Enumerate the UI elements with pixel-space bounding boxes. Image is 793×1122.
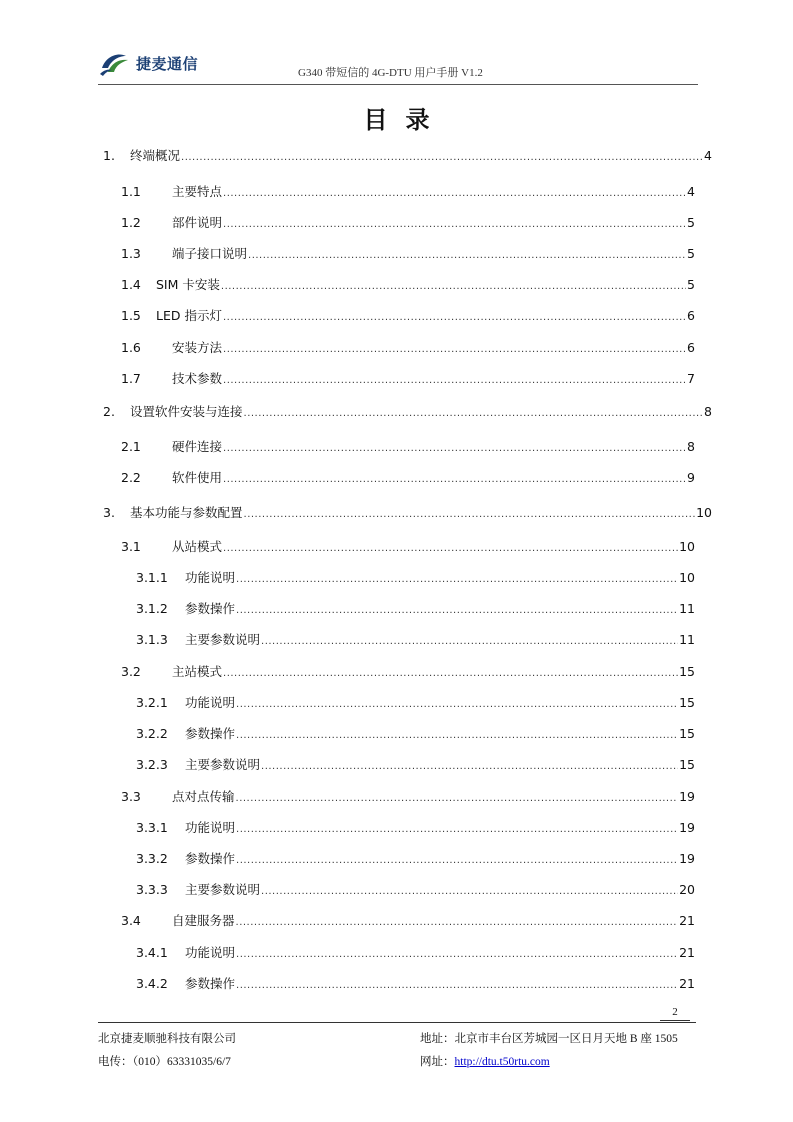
toc-entry-number: 1.1 [121,184,141,199]
toc-entry[interactable] [136,726,695,742]
toc-entry[interactable] [136,757,695,773]
toc-entry-page: 20 [679,882,695,897]
toc-entry-page: 6 [687,308,695,323]
toc-dot-leader [223,373,686,389]
toc-entry-page: 4 [687,184,695,199]
toc-entry-number: 3. [103,505,115,520]
toc-entry[interactable] [121,439,695,455]
toc-entry-page: 15 [679,757,695,772]
toc-entry-number: 3.1 [121,539,141,554]
toc-entry[interactable] [121,470,695,486]
toc-dot-leader [236,947,678,963]
toc-dot-leader [261,884,678,900]
toc-dot-leader [223,441,686,457]
toc-entry-page: 19 [679,851,695,866]
toc-entry[interactable] [103,505,712,521]
toc-entry[interactable] [121,539,695,555]
toc-entry-title: 主要特点 [172,184,223,199]
toc-entry-title: 功能说明 [185,695,236,710]
toc-dot-leader [223,666,678,682]
toc-entry[interactable] [121,913,695,929]
toc-dot-leader [244,507,696,523]
toc-entry-page: 21 [679,913,695,928]
toc-entry-page: 8 [687,439,695,454]
toc-entry-number: 3.3 [121,789,141,804]
toc-dot-leader [248,248,686,264]
footer-company: 北京捷麦顺驰科技有限公司 [98,1033,236,1045]
toc-entry[interactable] [136,820,695,836]
brand-name: 捷麦通信 [136,54,199,73]
toc-entry-number: 3.3.2 [136,851,168,866]
toc-entry-title: 功能说明 [185,570,236,585]
toc-dot-leader [261,634,678,650]
toc-entry-number: 2. [103,404,115,419]
toc-entry[interactable] [121,184,695,200]
toc-entry-number: 3.3.1 [136,820,168,835]
toc-entry-title: 参数操作 [185,726,236,741]
toc-entry-title: 终端概况 [130,148,181,163]
toc-dot-leader [221,279,686,295]
toc-entry-title: 基本功能与参数配置 [130,505,243,520]
toc-entry-page: 19 [679,820,695,835]
toc-entry[interactable] [136,570,695,586]
toc-entry-number: 3.2.3 [136,757,168,772]
toc-entry-title: 功能说明 [185,945,236,960]
toc-dot-leader [236,978,678,994]
toc-entry-number: 1.4 [121,277,141,292]
toc-heading: 目录 [363,106,448,134]
toc-entry[interactable] [136,976,695,992]
toc-entry-title: 参数操作 [185,601,236,616]
toc-entry[interactable] [121,277,695,293]
toc-entry-number: 1.2 [121,215,141,230]
toc-entry-page: 10 [696,505,712,520]
toc-entry[interactable] [121,246,695,262]
toc-entry-page: 19 [679,789,695,804]
toc-entry-page: 5 [687,246,695,261]
toc-entry[interactable] [121,371,695,387]
toc-entry-page: 4 [704,148,712,163]
toc-entry-page: 10 [679,539,695,554]
footer-phone: 电传：（010）63331035/6/7 [98,1056,231,1068]
toc-entry-title: 主要参数说明 [185,632,261,647]
website-label: 网址： [420,1056,455,1068]
toc-entry-page: 9 [687,470,695,485]
toc-entry-page: 15 [679,664,695,679]
toc-entry-number: 3.1.2 [136,601,168,616]
toc-dot-leader [223,342,686,358]
toc-dot-leader [223,186,686,202]
toc-entry[interactable] [121,789,695,805]
toc-entry-number: 3.1.3 [136,632,168,647]
toc-entry[interactable] [136,945,695,961]
toc-entry-title: 端子接口说明 [172,246,248,261]
toc-entry-title: 功能说明 [185,820,236,835]
toc-entry-number: 2.1 [121,439,141,454]
toc-dot-leader [236,791,679,807]
toc-dot-leader [223,310,686,326]
page-number: 2 [672,1006,678,1018]
toc-dot-leader [236,697,678,713]
toc-entry-number: 3.2 [121,664,141,679]
toc-entry-number: 3.4 [121,913,141,928]
toc-entry-number: 1.7 [121,371,141,386]
toc-entry-page: 5 [687,215,695,230]
toc-dot-leader [223,217,686,233]
toc-entry[interactable] [136,851,695,867]
toc-entry-number: 3.1.1 [136,570,168,585]
toc-entry-title: 安装方法 [172,340,223,355]
toc-entry-number: 2.2 [121,470,141,485]
toc-entry-title: 点对点传输 [172,789,235,804]
toc-entry-title: 软件使用 [172,470,223,485]
toc-entry-title: 主要参数说明 [185,882,261,897]
toc-entry-title: 部件说明 [172,215,223,230]
toc-dot-leader [223,541,678,557]
toc-entry-title: 设置软件安装与连接 [130,404,243,419]
toc-entry-title: 参数操作 [185,976,236,991]
toc-entry-title: SIM 卡安装 [156,277,220,292]
toc-dot-leader [236,572,678,588]
toc-entry-number: 3.2.2 [136,726,168,741]
toc-entry-title: 参数操作 [185,851,236,866]
footer-address: 地址：北京市丰台区芳城园一区日月天地 B 座 1505 [420,1033,678,1045]
toc-entry[interactable] [121,215,695,231]
toc-entry-page: 5 [687,277,695,292]
toc-entry[interactable] [136,695,695,711]
toc-entry[interactable] [121,308,695,324]
toc-entry[interactable] [136,882,695,898]
toc-entry-page: 15 [679,695,695,710]
page-number-rule [660,1020,690,1021]
toc-entry-page: 8 [704,404,712,419]
toc-entry-title: 自建服务器 [172,913,235,928]
toc-entry-page: 21 [679,945,695,960]
toc-entry-title: 技术参数 [172,371,223,386]
toc-entry-number: 1.3 [121,246,141,261]
toc-dot-leader [236,728,678,744]
toc-entry[interactable] [136,632,695,648]
toc-entry-title: 从站模式 [172,539,223,554]
toc-entry-number: 1.6 [121,340,141,355]
toc-dot-leader [223,472,686,488]
page-header [98,48,698,88]
toc-dot-leader [244,406,704,422]
toc-entry[interactable] [136,601,695,617]
toc-entry-page: 15 [679,726,695,741]
logo-icon [98,50,130,76]
toc-entry-page: 6 [687,340,695,355]
toc-entry-page: 21 [679,976,695,991]
toc-entry-title: 主要参数说明 [185,757,261,772]
toc-entry-page: 11 [679,601,695,616]
toc-dot-leader [261,759,678,775]
toc-dot-leader [236,603,678,619]
website-link[interactable]: http://dtu.t50rtu.com [454,1056,550,1068]
toc-entry[interactable] [121,664,695,680]
toc-entry-number: 3.4.1 [136,945,168,960]
toc-entry[interactable] [121,340,695,356]
toc-entry-number: 3.2.1 [136,695,168,710]
toc-entry[interactable] [103,148,712,164]
toc-entry-page: 10 [679,570,695,585]
document-title: G340 带短信的 4G-DTU 用户手册 V1.2 [298,67,483,79]
footer-website [420,1053,550,1069]
toc-entry-number: 1. [103,148,115,163]
toc-entry-title: 主站模式 [172,664,223,679]
toc-entry-number: 1.5 [121,308,141,323]
toc-dot-leader [236,915,679,931]
toc-entry[interactable] [103,404,712,420]
company-logo [98,50,198,76]
footer-divider [98,1022,696,1023]
toc-entry-number: 3.4.2 [136,976,168,991]
header-divider [98,84,698,85]
toc-entry-title: LED 指示灯 [156,308,222,323]
toc-entry-page: 11 [679,632,695,647]
toc-dot-leader [181,150,703,166]
toc-entry-title: 硬件连接 [172,439,223,454]
toc-dot-leader [236,853,678,869]
toc-entry-number: 3.3.3 [136,882,168,897]
toc-entry-page: 7 [687,371,695,386]
toc-dot-leader [236,822,678,838]
